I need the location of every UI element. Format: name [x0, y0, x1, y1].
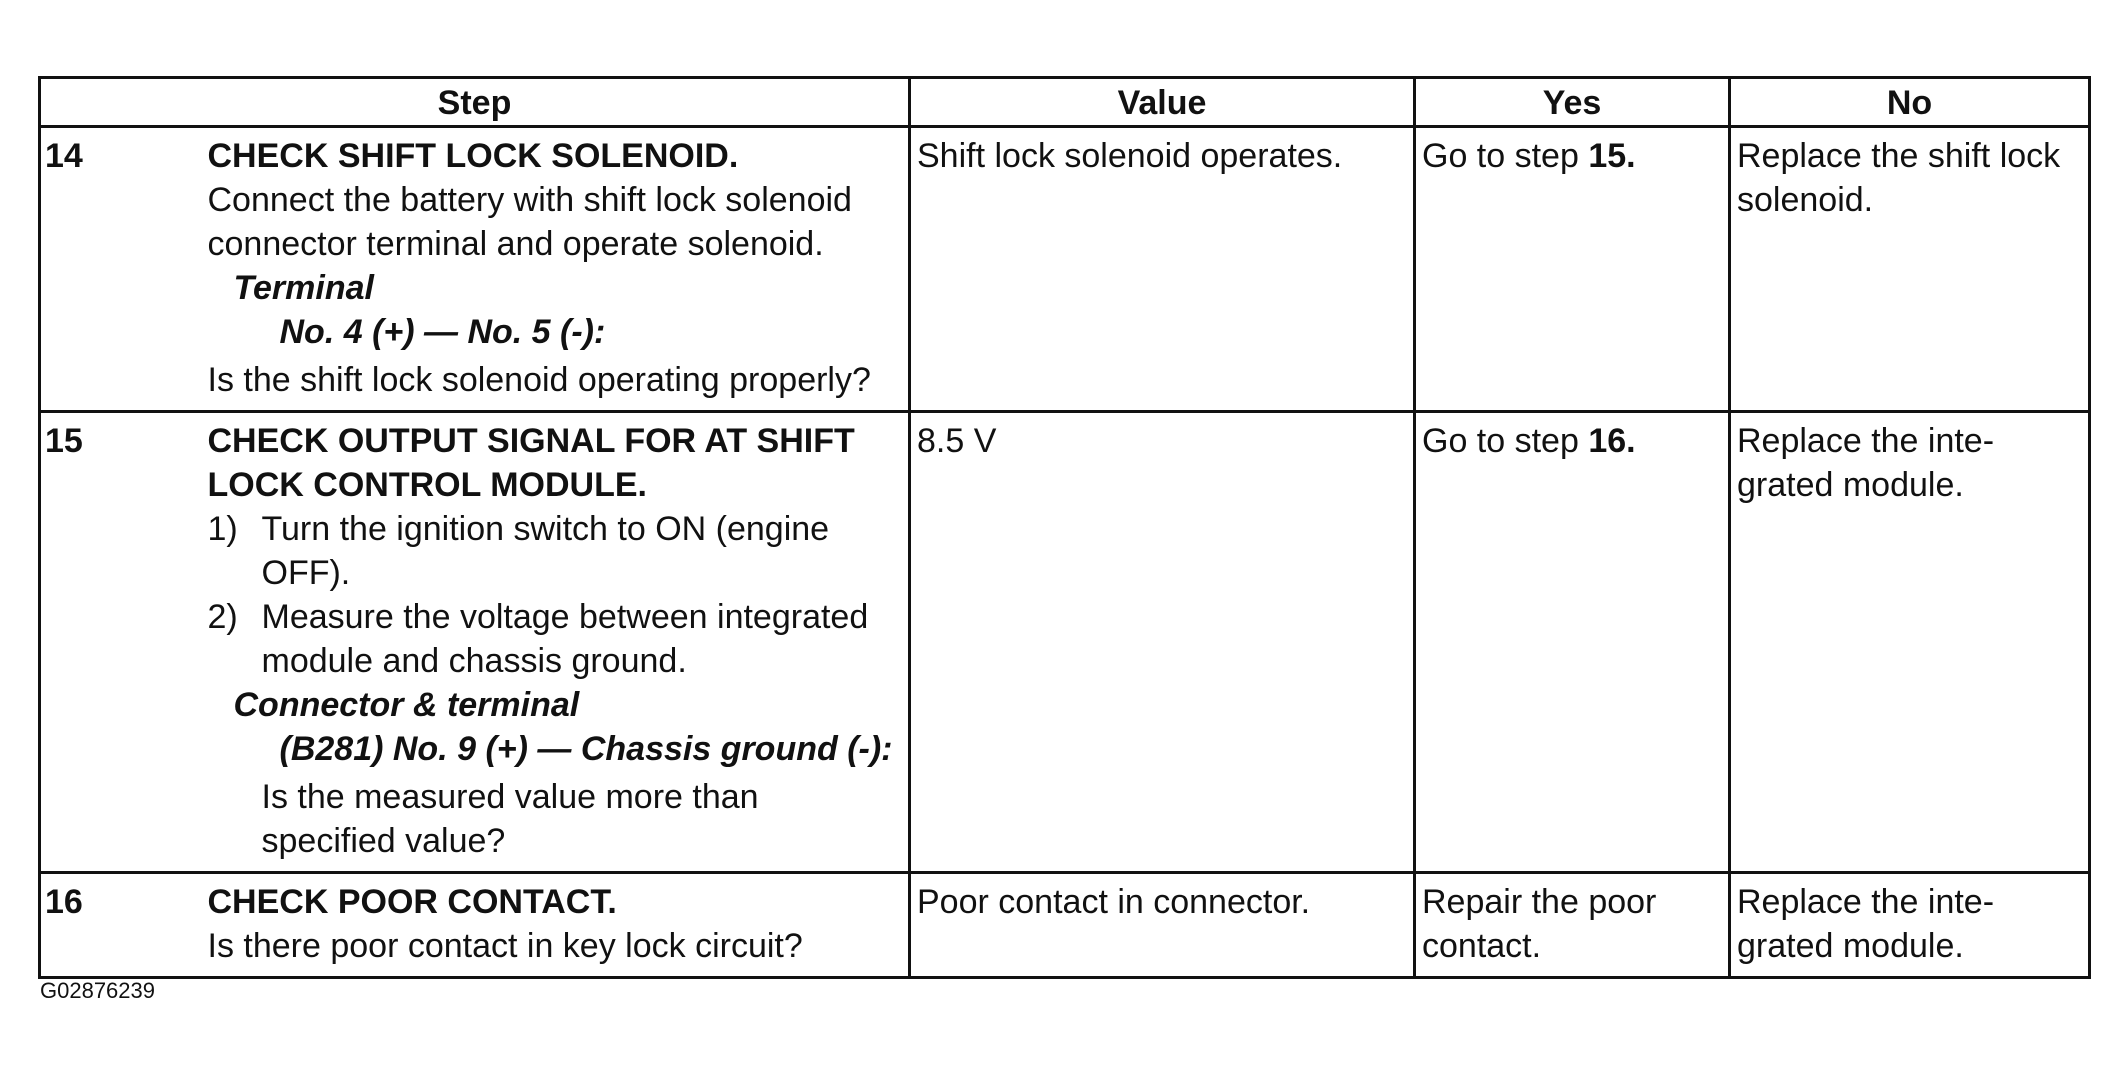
step-title: CHECK SHIFT LOCK SOLENOID.	[207, 137, 739, 175]
yes-prefix: Go to step	[1422, 137, 1589, 175]
step-description	[208, 412, 910, 873]
step-description	[208, 873, 910, 978]
list-number: 1)	[207, 510, 238, 548]
value-cell: 8.5 V	[910, 412, 1415, 873]
table-row	[40, 873, 2090, 978]
header-no: No	[1730, 78, 2090, 127]
yes-cell	[1415, 127, 1730, 412]
list-item	[208, 507, 901, 595]
document-id: G02876239	[40, 978, 155, 1003]
step-description	[208, 127, 910, 412]
table-header-row	[40, 78, 2090, 127]
terminal-label: Connector & terminal	[233, 686, 580, 724]
no-cell: Replace the inte-grated module.	[1730, 412, 2090, 873]
header-yes: Yes	[1415, 78, 1730, 127]
terminal-value: No. 4 (+) — No. 5 (-):	[279, 313, 606, 351]
value-cell: Shift lock solenoid operates.	[910, 127, 1415, 412]
list-number: 2)	[207, 598, 238, 636]
terminal-label: Terminal	[233, 269, 374, 307]
yes-cell: Repair the poor contact.	[1415, 873, 1730, 978]
step-question: Is there poor contact in key lock circuit?	[207, 927, 803, 965]
step-text: Connect the battery with shift lock solenoid connector terminal and operate solenoid.	[207, 181, 852, 263]
step-question: Is the shift lock solenoid operating properly?	[207, 361, 871, 399]
step-title: CHECK POOR CONTACT.	[207, 883, 617, 921]
header-value: Value	[910, 78, 1415, 127]
list-item	[208, 595, 901, 683]
step-question: Is the measured value more than specified value?	[261, 778, 759, 860]
table-row	[40, 127, 2090, 412]
step-number: 14	[40, 127, 208, 412]
no-cell: Replace the shift lock solenoid.	[1730, 127, 2090, 412]
yes-step-link: 15.	[1588, 137, 1636, 175]
yes-step-link: 16.	[1588, 422, 1636, 460]
terminal-value: (B281) No. 9 (+) — Chassis ground (-):	[279, 730, 893, 768]
yes-cell	[1415, 412, 1730, 873]
list-text: Measure the voltage between integrated module and chassis ground.	[261, 598, 869, 680]
yes-prefix: Go to step	[1422, 422, 1589, 460]
list-text: Turn the ignition switch to ON (engine OFF).	[261, 510, 830, 592]
header-step: Step	[40, 78, 910, 127]
value-cell: Poor contact in connector.	[910, 873, 1415, 978]
step-number: 16	[40, 873, 208, 978]
step-number: 15	[40, 412, 208, 873]
no-cell: Replace the inte-grated module.	[1730, 873, 2090, 978]
step-title: CHECK OUTPUT SIGNAL FOR AT SHIFT LOCK CONTROL MODULE.	[207, 422, 855, 504]
diagnostic-table	[38, 76, 2091, 979]
table-row	[40, 412, 2090, 873]
